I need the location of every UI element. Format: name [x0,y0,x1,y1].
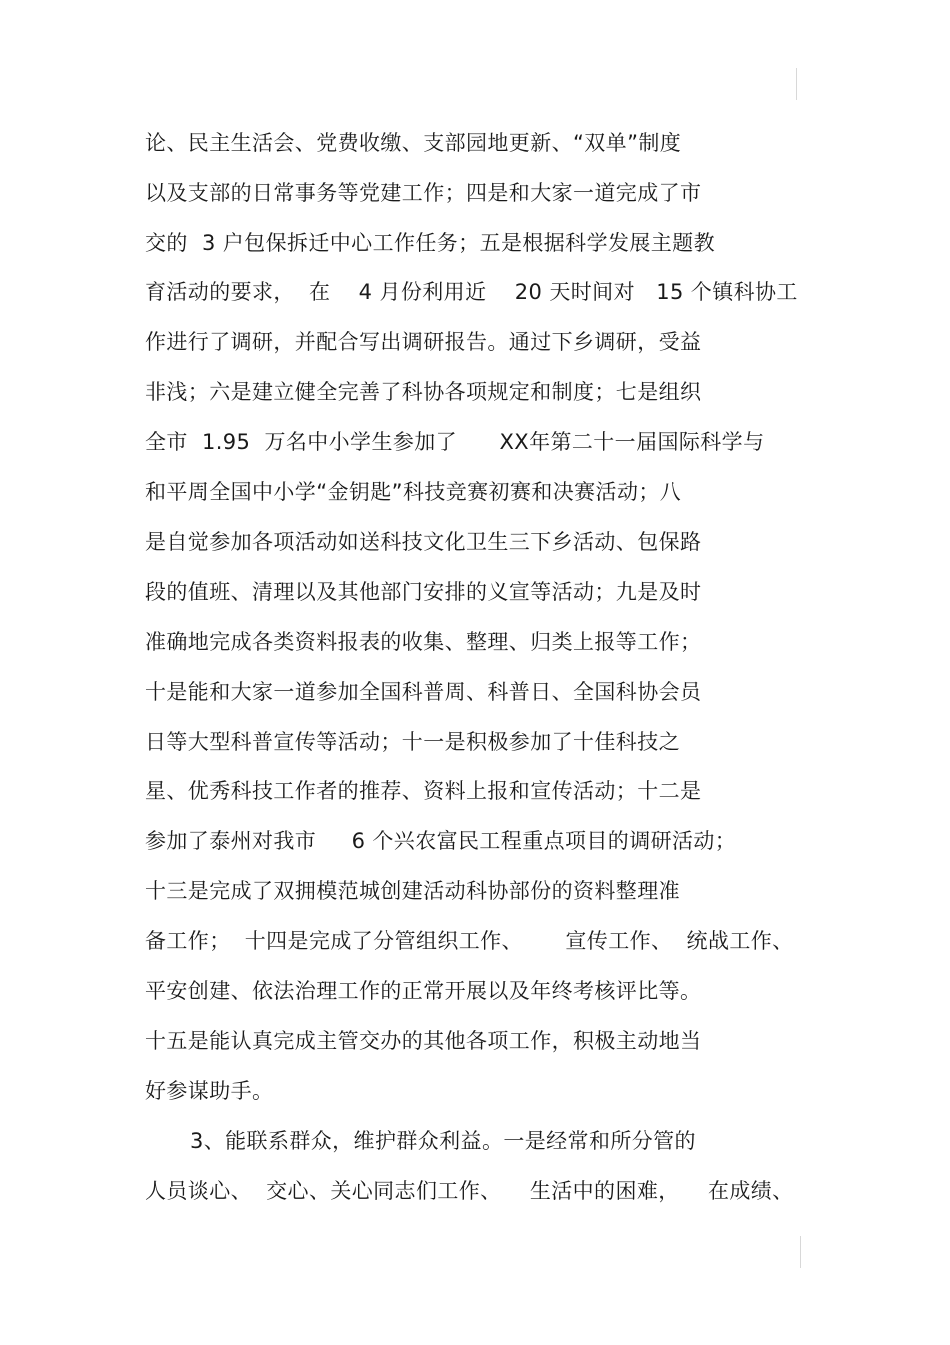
text-line-3: 交的 3 户包保拆迁中心工作任务；五是根据科学发展主题教 [145,231,715,255]
text-line-11: 准确地完成各类资料报表的收集、整理、归类上报等工作； [145,630,702,654]
text-line-13: 日等大型科普宣传等活动；十一是积极参加了十佳科技之 [145,730,680,754]
text-line-14: 星、优秀科技工作者的推荐、资料上报和宣传活动；十二是 [145,779,702,803]
text-line-10: 段的值班、清理以及其他部门安排的义宣等活动；九是及时 [145,580,702,604]
text-line-21: 3、能联系群众，维护群众利益。一是经常和所分管的 [190,1129,696,1153]
text-line-15: 参加了泰州对我市 6 个兴农富民工程重点项目的调研活动； [145,829,737,853]
text-line-19: 十五是能认真完成主管交办的其他各项工作，积极主动地当 [145,1029,702,1053]
text-line-5: 作进行了调研，并配合写出调研报告。通过下乡调研，受益 [145,330,702,354]
page-edge-mark-top [796,68,797,100]
text-line-7: 全市 1.95 万名中小学生参加了 XX年第二十一届国际科学与 [145,430,765,454]
text-line-22: 人员谈心、 交心、关心同志们工作、 生活中的困难， 在成绩、 [145,1179,794,1203]
text-line-4: 育活动的要求， 在 4 月份利用近 20 天时间对 15 个镇科协工 [145,280,798,304]
text-line-9: 是自觉参加各项活动如送科技文化卫生三下乡活动、包保路 [145,530,702,554]
text-line-17: 备工作； 十四是完成了分管组织工作、 宣传工作、 统战工作、 [145,929,794,953]
text-line-1: 论、民主生活会、党费收缴、支部园地更新、“双单”制度 [145,131,682,155]
text-line-6: 非浅；六是建立健全完善了科协各项规定和制度；七是组织 [145,380,702,404]
text-line-20: 好参谋助手。 [145,1079,274,1103]
text-line-16: 十三是完成了双拥模范城创建活动科协部份的资料整理准 [145,879,680,903]
page-edge-mark-bottom [800,1236,801,1268]
text-line-8: 和平周全国中小学“金钥匙”科技竞赛初赛和决赛活动；八 [145,480,682,504]
text-line-18: 平安创建、依法治理工作的正常开展以及年终考核评比等。 [145,979,702,1003]
text-line-12: 十是能和大家一道参加全国科普周、科普日、全国科协会员 [145,680,702,704]
text-line-2: 以及支部的日常事务等党建工作；四是和大家一道完成了市 [145,181,702,205]
